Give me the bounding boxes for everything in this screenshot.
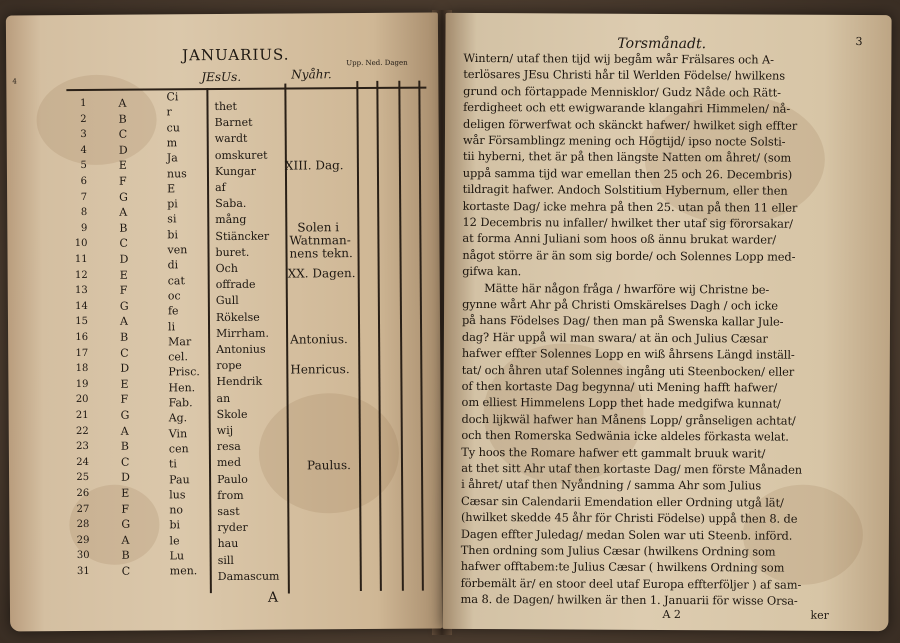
dominical-letter: B (118, 112, 127, 126)
saint-name: cel. (168, 350, 188, 364)
header-nyahr: Nyåhr. (291, 67, 332, 82)
saint-name: Mar (168, 335, 192, 349)
gospel-word: Damascum (217, 569, 280, 583)
saint-name: Ci (166, 90, 179, 104)
dominical-letter: F (118, 174, 127, 188)
text-line: Ty hoos the Romare hafwer ett gammalt bruuk warit/ (461, 444, 766, 461)
dominical-letter: F (121, 502, 129, 516)
saint-name: nus (166, 166, 187, 180)
text-line: gifwa kan. (462, 264, 522, 279)
dominical-letter: G (119, 190, 128, 204)
saint-name: men. (169, 564, 198, 578)
day-number: 9 (80, 222, 88, 234)
gospel-word: Kungar (214, 164, 257, 178)
day-number: 8 (80, 207, 88, 219)
saint-name: pi (167, 197, 178, 211)
saint-name: li (167, 319, 176, 333)
text-line: at thet sitt Ahr utaf then kortaste Dag/ men förste Månaden (461, 460, 803, 477)
day-number: 6 (80, 175, 88, 187)
dominical-letter: F (120, 393, 129, 407)
saint-name: Ag. (168, 411, 188, 425)
text-line: på hans Födelses Dag/ then man på Swenska kallar Jule- (461, 313, 784, 330)
gospel-word: sast (217, 504, 240, 519)
text-line: och then Romerska Sedwänia icke aldeles förkasta welat. (461, 428, 789, 444)
catchword: ker (810, 608, 829, 622)
dominical-letter: G (120, 408, 130, 422)
day-number: 7 (80, 191, 88, 203)
day-number: 30 (76, 550, 90, 562)
day-number: 20 (75, 394, 89, 406)
gospel-word: Paulo (217, 472, 248, 486)
text-line: förbemält är/ en stoor deel utaf Europa effterföljer ) af sam- (460, 575, 802, 592)
gospel-word: an (216, 391, 231, 405)
gospel-word: offrade (215, 277, 256, 292)
gospel-word: Saba. (215, 197, 247, 211)
day-number: 31 (76, 565, 90, 578)
text-line: i åhret/ utaf then Nyåndning / samma Ahr som Julius (461, 477, 762, 493)
day-number: 23 (76, 441, 89, 453)
saint-name: Fab. (168, 396, 193, 410)
header-jesus: JEsUs. (201, 69, 242, 85)
dominical-letter: C (120, 346, 129, 360)
gospel-word: Stiäncker (215, 229, 270, 243)
saint-name: Ja (166, 151, 178, 165)
left-page (6, 12, 442, 631)
gospel-word: Skole (216, 407, 248, 421)
day-number: 2 (80, 113, 87, 125)
text-line: ma 8. de Dagen/ hwilken är then 1. Januarii för wisse Orsa- (460, 592, 798, 608)
text-line: Dagen effter Juledag/ medan Solen war uti Steenb. införd. (460, 526, 793, 543)
day-number: 1 (80, 97, 87, 109)
gospel-word: buret. (215, 245, 250, 259)
gospel-word: wij (216, 423, 234, 438)
day-number: 15 (75, 316, 89, 328)
day-number: 5 (80, 160, 87, 172)
day-number: 19 (75, 378, 89, 390)
text-line: om elliest Himmelens Lopp thet hade medgifwa kunnat/ (461, 395, 781, 411)
saint-name: cu (166, 120, 180, 134)
signature-mark: A (267, 589, 279, 606)
saint-name: Vin (168, 426, 188, 440)
gospel-word: Hendrik (216, 375, 263, 389)
dominical-letter: D (121, 471, 130, 485)
dominical-letter: E (118, 159, 127, 173)
dominical-letter: A (119, 315, 128, 329)
text-line: (hwilket skedde 45 åhr för Christi Födelse) uppå then 8. de (460, 510, 798, 526)
dominical-letter: F (119, 283, 128, 297)
dominical-letter: A (118, 96, 127, 110)
day-number: 18 (75, 363, 89, 375)
note-watnman: Watnman- (289, 233, 351, 248)
note-paulus: Paulus. (306, 458, 352, 473)
saint-name: di (167, 258, 179, 272)
note-tekn: nens tekn. (289, 246, 353, 261)
text-line: Wintern/ utaf then tijd wij begåm wår Frälsares och A- (463, 50, 774, 67)
text-line: doch lijkwäl hafwer han Månens Lopp/ grånseligen achtat/ (461, 411, 796, 428)
gospel-word: resa (216, 440, 241, 454)
text-line: uppå samma tijd war emellan then 25 och 26. Decembris) (462, 165, 793, 182)
month-title: JANUARIUS. (182, 45, 290, 65)
saint-name: Lu (169, 549, 185, 563)
dominical-letter: D (119, 252, 129, 266)
gospel-word: med (216, 456, 242, 470)
gospel-word: af (215, 180, 226, 195)
saint-name: le (169, 534, 180, 548)
gospel-word: ryder (217, 521, 248, 535)
dominical-letter: D (120, 361, 130, 375)
saint-name: r (166, 105, 172, 119)
day-number: 3 (80, 129, 87, 141)
running-header: Torsmånadt. (617, 35, 707, 53)
gospel-word: hau (217, 537, 239, 551)
day-number: 29 (76, 534, 90, 546)
gospel-word: Mirrham. (216, 326, 269, 340)
day-number: 11 (74, 253, 88, 266)
text-line: of then kortaste Dag begynna/ uti Mening hafft hafwer/ (461, 378, 778, 395)
saint-name: Pau (169, 472, 190, 486)
saint-name: oc (167, 289, 181, 303)
saint-name: cen (168, 442, 189, 456)
day-number: 12 (74, 269, 88, 281)
text-line: något större är än som sig borde/ och Solennes Lopp med- (462, 247, 796, 264)
signature-mark: A 2 (662, 607, 681, 622)
saint-name: si (167, 212, 177, 226)
day-number: 4 (80, 144, 87, 156)
dominical-letter: G (121, 517, 131, 531)
dominical-letter: B (120, 439, 130, 453)
note-xiii: XIII. Dag. (284, 158, 344, 173)
day-number: 21 (75, 409, 89, 422)
text-line: tii hyberni, thet är på then längste Natten om åhret/ (som (462, 149, 792, 166)
dominical-letter: C (121, 564, 131, 578)
text-line: gynne wårt Ahr på Christi Omskärelses Dagh / och icke (462, 296, 778, 313)
saint-name: Hen. (168, 380, 196, 395)
header-dagen: Upp. Ned. Dagen (346, 58, 408, 68)
text-line: at forma Anni Juliani som hoos oß ännu brukat warder/ (462, 231, 777, 247)
text-line: deligen förwerfwat och skänckt hafwer/ hwilket sigh effter (462, 116, 798, 133)
text-line: Mätte här någon fråga / hwarföre wij Christne be- (484, 280, 770, 297)
gospel-word: Rökelse (215, 310, 260, 324)
text-line: hafwer effter Solennes Lopp en wiß åhrsens Längd inställ- (461, 346, 795, 362)
dominical-letter: B (120, 330, 129, 344)
day-number: 13 (75, 285, 88, 297)
note-xx: XX. Dagen. (287, 266, 356, 281)
dominical-letter: E (120, 377, 129, 391)
text-line: tildragit hafwer. Andoch Solstitium Hybernum, eller then (462, 182, 788, 198)
text-line: Then ordning som Julius Cæsar (hwilkens Ordning som (460, 542, 776, 559)
dominical-letter: A (119, 205, 128, 219)
page-number: 3 (855, 34, 863, 49)
day-number: 16 (75, 331, 89, 344)
text-line: hafwer offtabem:te Julius Cæsar ( hwilkens Ordning som (460, 559, 785, 576)
text-line: tat/ och åhren utaf Solennes ingång uti Steenbocken/ eller (461, 362, 795, 379)
day-number: 14 (75, 300, 88, 312)
saint-name: Prisc. (168, 365, 200, 379)
text-line: terlösares JEsu Christi hår til Werlden Födelse/ hwilkens (463, 67, 786, 84)
day-number: 22 (75, 425, 89, 437)
saint-name: no (169, 503, 184, 517)
dominical-letter: C (119, 237, 128, 251)
day-number: 27 (76, 503, 90, 515)
text-line: ferdigheet och ett ewigwarande klangahri Himmelen/ nå- (463, 100, 791, 116)
gospel-word: mång (215, 213, 247, 227)
saint-name: ven (167, 243, 188, 257)
page-corner-number: 4 (12, 77, 17, 86)
dominical-letter: C (118, 127, 128, 141)
text-line: 12 Decembris nu infaller/ hwilket ther utaf sig förorsakar/ (462, 214, 793, 231)
gospel-word: wardt (214, 132, 248, 146)
dominical-letter: A (121, 533, 130, 547)
day-number: 24 (76, 456, 90, 468)
text-line: dag? Här uppå wil man swara/ at än och Julius Cæsar (461, 329, 768, 346)
right-page (442, 13, 891, 631)
saint-name: fe (167, 304, 179, 318)
text-line: wår Församblingz mening och Högtijd/ ipso nocte Solsti- (462, 132, 786, 149)
day-number: 17 (75, 347, 89, 359)
text-line: Cæsar sin Calendarii Emendation eller Ordning utgå lät/ (461, 493, 784, 510)
gospel-word: Och (215, 261, 238, 276)
saint-name: E (167, 182, 176, 196)
saint-name: bi (167, 228, 178, 242)
dominical-letter: E (119, 268, 128, 282)
day-number: 25 (76, 472, 90, 484)
saint-name: m (166, 136, 178, 150)
gospel-word: Gull (215, 294, 239, 308)
gospel-word: rope (216, 359, 242, 373)
note-solen: Solen i (297, 220, 340, 235)
gospel-word: Antonius (216, 342, 266, 357)
dominical-letter: B (121, 549, 130, 563)
gospel-word: Barnet (214, 115, 253, 130)
gospel-word: omskuret (214, 148, 268, 162)
day-number: 26 (76, 487, 90, 500)
dominical-letter: G (119, 299, 129, 313)
day-number: 28 (76, 519, 90, 531)
dominical-letter: E (121, 486, 130, 500)
dominical-letter: C (120, 455, 130, 469)
saint-name: ti (168, 457, 177, 471)
saint-name: cat (167, 273, 185, 287)
dominical-letter: A (120, 424, 129, 438)
gospel-word: from (217, 488, 244, 502)
note-henricus: Henricus. (290, 362, 350, 377)
note-antonius: Antonius. (290, 332, 348, 347)
saint-name: bi (169, 518, 181, 532)
dominical-letter: D (118, 143, 128, 157)
dominical-letter: B (119, 221, 128, 235)
text-line: kortaste Dag/ icke mehra på then 25. utan på then 11 eller (462, 198, 798, 215)
text-line: grund och förtappade Mennisklor/ Gudz Nåde och Rätt- (463, 83, 781, 100)
gospel-word: sill (217, 553, 234, 567)
saint-name: lus (169, 488, 186, 502)
day-number: 10 (74, 238, 88, 250)
gospel-word: thet (214, 99, 237, 114)
